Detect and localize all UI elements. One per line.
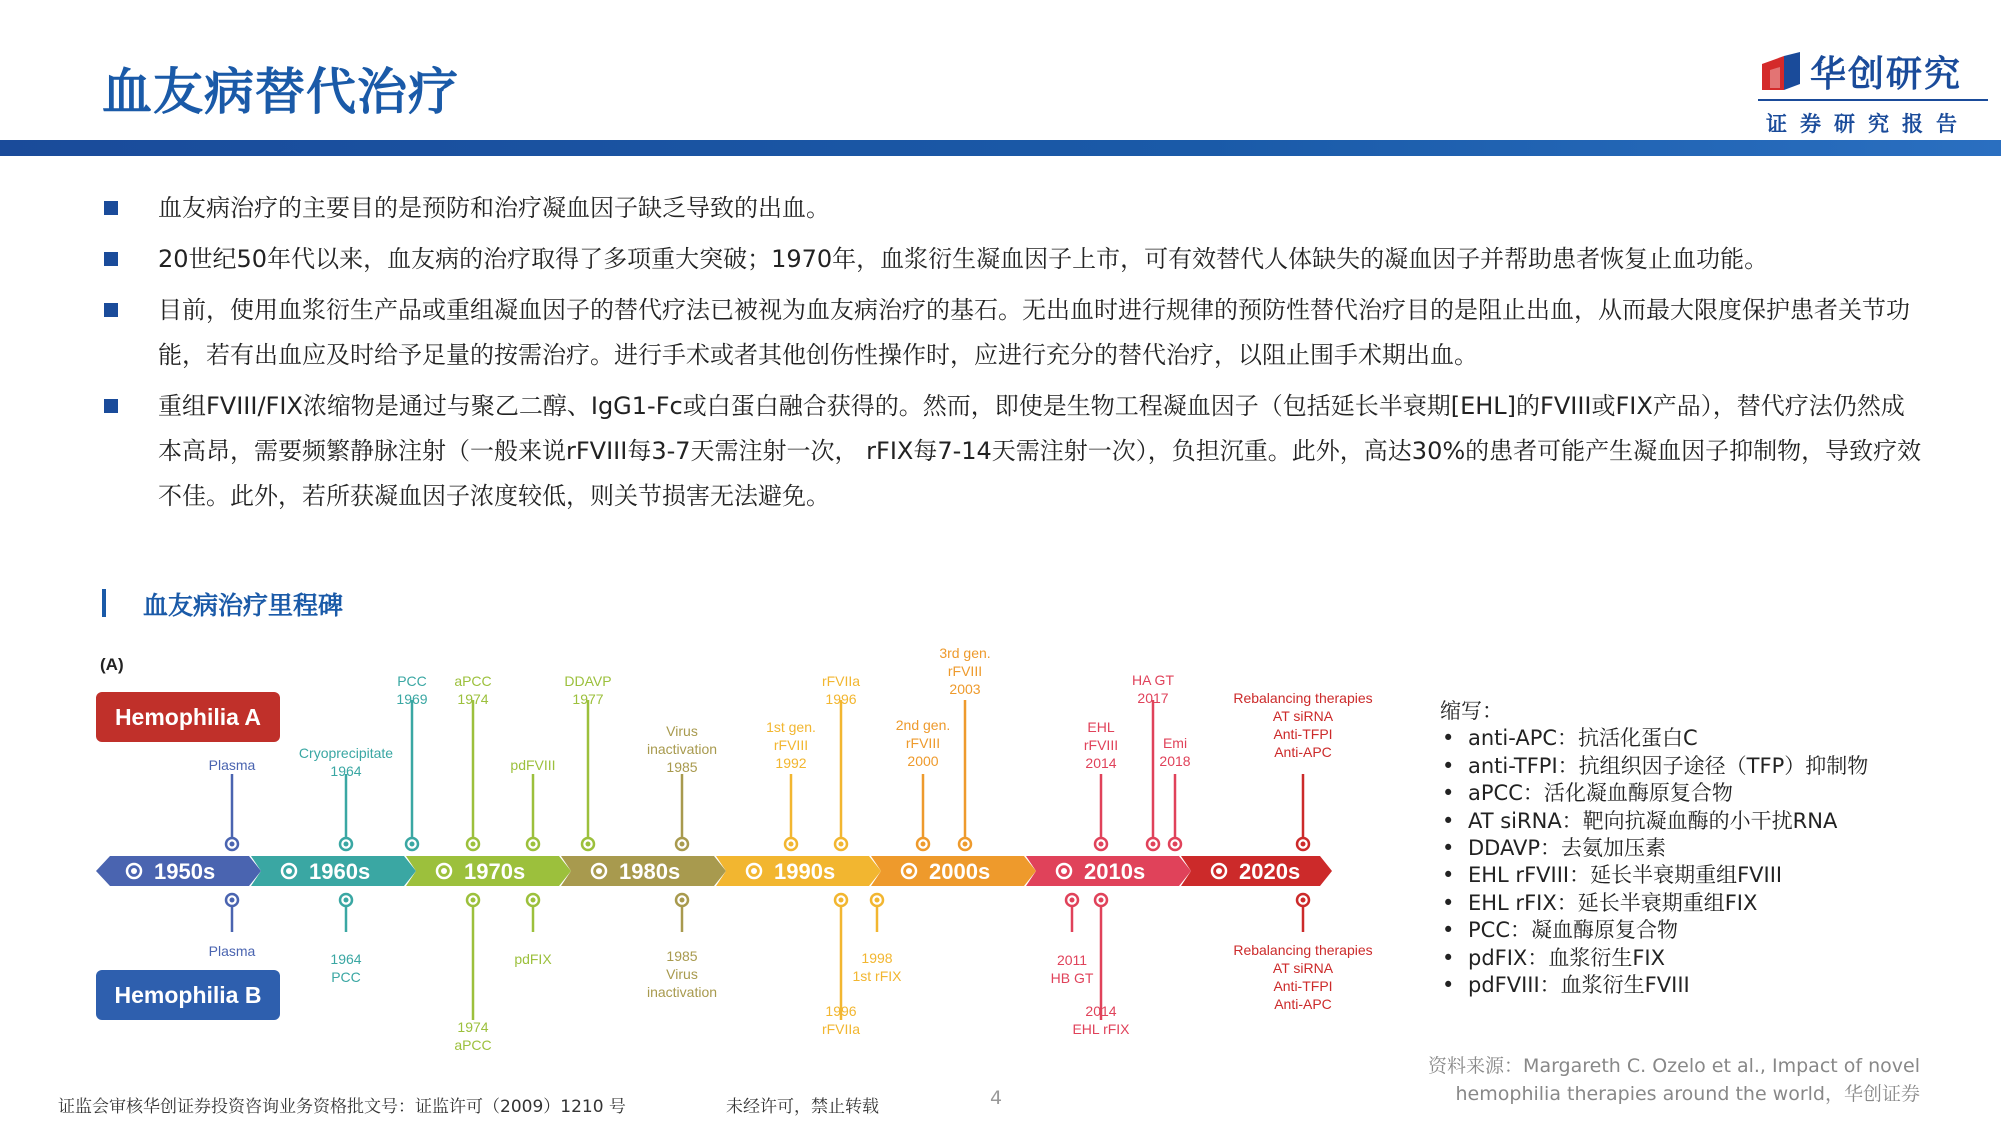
bullet-dot-icon: • xyxy=(1442,726,1455,751)
decade-label: 1960s xyxy=(309,859,371,884)
milestone-a-label: 3rd gen. rFVIII 2003 xyxy=(939,645,991,697)
bullet-dot-icon: • xyxy=(1442,781,1455,806)
milestone-node-icon xyxy=(344,898,349,903)
milestone-a-label: HA GT 2017 xyxy=(1131,672,1175,706)
abbreviation-text: anti-TFPI：抗组织因子途径（TFP）抑制物 xyxy=(1468,753,1869,778)
milestone-node-icon xyxy=(875,898,880,903)
milestone-node-icon xyxy=(1099,898,1104,903)
milestone-b-label: 1964 PCC xyxy=(330,951,362,985)
bullet-text: 目前，使用血浆衍生产品或重组凝血因子的替代疗法已被视为血友病治疗的基石。无出血时进行规律的预防性替代治疗目的是阻止出血，从而最大限度保护患者关节功能，若有出血应及时给予足量的按需治疗。进行手术或者其他创伤性操作时，应进行充分的替代治疗，以阻止围手术期出血。 xyxy=(158,296,1910,369)
milestone-b-label: 1996 rFVIIa xyxy=(821,1003,861,1037)
milestone-node-icon xyxy=(1070,898,1075,903)
header-bar xyxy=(0,140,2001,156)
milestone-timeline-figure xyxy=(90,640,1400,1060)
logo-subtitle: 证券研究报告 xyxy=(1766,112,1970,136)
milestone-node-icon xyxy=(410,842,415,847)
bullet-text: 血友病治疗的主要目的是预防和治疗凝血因子缺乏导致的出血。 xyxy=(158,194,830,222)
milestone-a-label: 1st gen. rFVIII 1992 xyxy=(766,719,816,771)
panel-label: (A) xyxy=(100,655,124,674)
milestone-b-label: 1974 aPCC xyxy=(454,1019,492,1053)
milestone-node-icon xyxy=(680,842,685,847)
milestone-a-label: Virus inactivation 1985 xyxy=(646,723,718,775)
decade-label: 1980s xyxy=(619,859,681,884)
abbreviation-title: 缩写： xyxy=(1440,699,1503,723)
milestone-b-label: Plasma xyxy=(208,943,256,959)
section-title: 血友病治疗里程碑 xyxy=(143,591,344,620)
bullet-text: 20世纪50年代以来，血友病的治疗取得了多项重大突破；1970年，血浆衍生凝血因子上市，可有效替代人体缺失的凝血因子并帮助患者恢复止血功能。 xyxy=(158,245,1769,273)
milestone-node-icon xyxy=(921,842,926,847)
milestone-node-icon xyxy=(1301,842,1306,847)
bullet-item xyxy=(102,384,1922,519)
abbreviation-text: EHL rFIX：延长半衰期重组FIX xyxy=(1468,890,1758,915)
decade-label: 1970s xyxy=(464,859,526,884)
milestone-node-icon xyxy=(1301,898,1306,903)
bullet-square-icon xyxy=(104,303,118,317)
bullet-square-icon xyxy=(104,201,118,215)
milestone-node-icon xyxy=(789,842,794,847)
milestone-a-label: 2nd gen. rFVIII 2000 xyxy=(895,717,951,769)
abbreviation-text: pdFVIII：血浆衍生FVIII xyxy=(1468,973,1690,998)
milestone-a-label: pdFVIII xyxy=(510,757,556,773)
abbreviation-item xyxy=(1440,945,1980,972)
milestone-node-icon xyxy=(1151,842,1156,847)
brand-logo xyxy=(1758,46,1988,136)
abbreviation-text: anti-APC：抗活化蛋白C xyxy=(1468,726,1698,751)
decade-dot-icon xyxy=(441,868,447,874)
milestone-a-label: DDAVP 1977 xyxy=(564,673,612,707)
decade-dot-icon xyxy=(1061,868,1067,874)
abbreviation-item xyxy=(1440,890,1980,917)
source-line: hemophilia therapies around the world，华创证券 xyxy=(1455,1083,1920,1105)
milestone-b-label: 2011 HB GT xyxy=(1050,952,1094,986)
bullet-dot-icon: • xyxy=(1442,945,1455,970)
abbreviation-item xyxy=(1440,972,1980,999)
bullet-dot-icon: • xyxy=(1442,836,1455,861)
milestone-b-label: 2014 EHL rFIX xyxy=(1072,1003,1130,1037)
bullet-dot-icon: • xyxy=(1442,753,1455,778)
hemophilia-b-label: Hemophilia B xyxy=(114,982,262,1008)
logo-name: 华创研究 xyxy=(1810,54,1963,95)
decade-dot-icon xyxy=(751,868,757,874)
bullet-square-icon xyxy=(104,252,118,266)
page-number: 4 xyxy=(990,1087,1003,1109)
abbreviation-text: EHL rFVIII：延长半衰期重组FVIII xyxy=(1468,863,1783,888)
abbreviation-text: aPCC：活化凝血酶原复合物 xyxy=(1468,781,1733,806)
milestone-b-label: pdFIX xyxy=(514,951,552,967)
bullet-dot-icon: • xyxy=(1442,808,1455,833)
decade-label: 2000s xyxy=(929,859,991,884)
bullet-item xyxy=(102,288,1922,378)
abbreviation-item xyxy=(1440,780,1980,807)
footer-license: 证监会审核华创证券投资咨询业务资格批文号：证监许可（2009）1210 号 xyxy=(58,1097,626,1117)
milestone-node-icon xyxy=(680,898,685,903)
decade-dot-icon xyxy=(286,868,292,874)
abbreviation-text: AT siRNA：靶向抗凝血酶的小干扰RNA xyxy=(1468,808,1838,833)
decade-label: 1990s xyxy=(774,859,836,884)
decade-label: 2010s xyxy=(1084,859,1146,884)
bullet-square-icon xyxy=(104,399,118,413)
milestone-node-icon xyxy=(344,842,349,847)
section-marker xyxy=(102,589,106,617)
abbreviation-text: PCC：凝血酶原复合物 xyxy=(1468,918,1678,943)
milestone-node-icon xyxy=(471,842,476,847)
milestone-node-icon xyxy=(839,898,844,903)
bullet-text: 重组FVIII/FIX浓缩物是通过与聚乙二醇、IgG1-Fc或白蛋白融合获得的。然而，即使是生物工程凝血因子（包括延长半衰期[EHL]的FVIII或FIX产品），替代疗法仍然成本高昂，需要频繁静脉注射（一般来说rFVIII每3-7天需注射一次， rFIX每7-14天需注射一次），负担沉重。此外，高达30%的患者可能产生凝血因子抑制物，导致疗效不佳。此外，若所获凝血因子浓度较低，则关节损害无法避免。 xyxy=(158,392,1922,510)
milestone-a-label: Plasma xyxy=(208,757,256,773)
abbreviation-item xyxy=(1440,725,1980,752)
milestone-a-label: EHL rFVIII 2014 xyxy=(1083,719,1119,771)
milestone-node-icon xyxy=(471,898,476,903)
hemophilia-b-events xyxy=(209,894,1373,1053)
source-line: 资料来源：Margareth C. Ozelo et al., Impact of novel xyxy=(1428,1055,1920,1077)
milestone-node-icon xyxy=(531,898,536,903)
bullet-item xyxy=(102,237,1922,282)
footer-notice: 未经许可，禁止转载 xyxy=(726,1097,879,1117)
bullet-dot-icon: • xyxy=(1442,918,1455,943)
milestone-a-label: PCC 1969 xyxy=(396,673,428,707)
abbreviation-text: pdFIX：血浆衍生FIX xyxy=(1468,945,1665,970)
decade-label: 2020s xyxy=(1239,859,1301,884)
milestone-node-icon xyxy=(963,842,968,847)
bullet-dot-icon: • xyxy=(1442,863,1455,888)
hemophilia-a-label: Hemophilia A xyxy=(114,704,262,730)
milestone-node-icon xyxy=(531,842,536,847)
bullet-dot-icon: • xyxy=(1442,890,1455,915)
decade-label: 1950s xyxy=(154,859,216,884)
bullet-dot-icon: • xyxy=(1442,973,1455,998)
abbreviation-text: DDAVP：去氨加压素 xyxy=(1468,836,1667,861)
decade-dot-icon xyxy=(906,868,912,874)
decade-dot-icon xyxy=(131,868,137,874)
logo-divider xyxy=(1758,99,1988,101)
abbreviation-item xyxy=(1440,835,1980,862)
hemophilia-a-events xyxy=(209,645,1373,850)
abbreviation-item xyxy=(1440,753,1980,780)
decade-dot-icon xyxy=(596,868,602,874)
milestone-a-label: Rebalancing therapies AT siRNA Anti-TFPI Anti-APC xyxy=(1233,690,1373,760)
abbreviation-list xyxy=(1440,698,1980,999)
decade-dot-icon xyxy=(1216,868,1222,874)
milestone-node-icon xyxy=(586,842,591,847)
abbreviation-item xyxy=(1440,808,1980,835)
page-title: 血友病替代治疗 xyxy=(102,63,459,121)
abbreviation-item xyxy=(1440,862,1980,889)
milestone-a-label: rFVIIa 1996 xyxy=(821,673,861,707)
milestone-b-label: 1985 Virus inactivation xyxy=(646,948,718,1000)
milestone-b-label: Rebalancing therapies AT siRNA Anti-TFPI Anti-APC xyxy=(1233,942,1373,1012)
bullet-item xyxy=(102,186,1922,231)
milestone-node-icon xyxy=(230,842,235,847)
logo-mark-icon xyxy=(1758,50,1802,94)
milestone-b-label: 1998 1st rFIX xyxy=(852,950,902,984)
milestone-a-label: aPCC 1974 xyxy=(454,673,492,707)
source-note xyxy=(1420,1052,1920,1108)
milestone-a-label: Emi 2018 xyxy=(1159,735,1191,769)
milestone-node-icon xyxy=(839,842,844,847)
milestone-node-icon xyxy=(1173,842,1178,847)
bullet-list xyxy=(102,186,1922,525)
milestone-a-label: Cryoprecipitate 1964 xyxy=(298,745,394,779)
milestone-node-icon xyxy=(1099,842,1104,847)
abbreviation-item xyxy=(1440,917,1980,944)
milestone-node-icon xyxy=(230,898,235,903)
decade-bar xyxy=(96,856,1332,886)
